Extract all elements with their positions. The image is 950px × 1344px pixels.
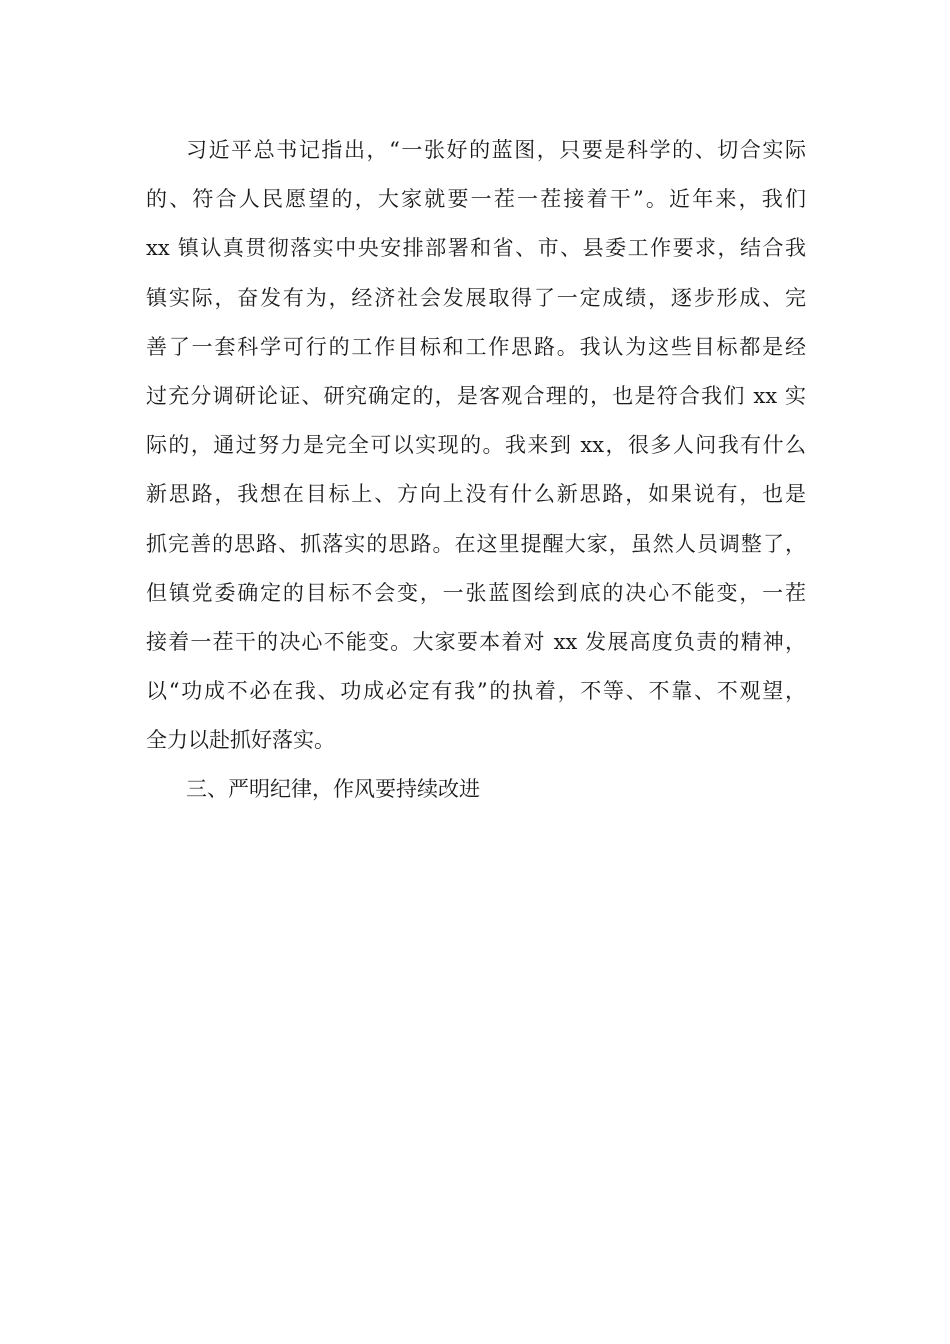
paragraph-line: 全力以赴抓好落实。 [146,728,335,753]
paragraph-line: 习近平总书记指出，“一张好的蓝图，只要是科学的、切合实际 [186,138,806,162]
paragraph-line: xx 镇认真贯彻落实中央安排部署和省、市、县委工作要求，结合我 [146,236,806,261]
paragraph-line: 善了一套科学可行的工作目标和工作思路。我认为这些目标都是经 [146,334,806,359]
body-paragraph [146,126,806,765]
section-heading: 三、严明纪律，作风要持续改进 [186,777,480,802]
paragraph-line: 新思路，我想在目标上、方向上没有什么新思路，如果说有，也是 [146,482,806,507]
paragraph-line: 以“功成不必在我、功成必定有我”的执着，不等、不靠、不观望， [146,679,806,704]
paragraph-line: 的、符合人民愿望的，大家就要一茬一茬接着干”。近年来，我们 [146,187,806,212]
paragraph-line: 但镇党委确定的目标不会变，一张蓝图绘到底的决心不能变，一茬 [146,580,806,605]
paragraph-line: 过充分调研论证、研究确定的，是客观合理的，也是符合我们 xx 实 [146,383,806,408]
document-body [146,126,806,815]
paragraph-line: 抓完善的思路、抓落实的思路。在这里提醒大家，虽然人员调整了， [146,531,806,556]
paragraph-line: 接着一茬干的决心不能变。大家要本着对 xx 发展高度负责的精神， [146,629,806,654]
paragraph-line: 际的，通过努力是完全可以实现的。我来到 xx，很多人问我有什么 [146,433,806,458]
paragraph-line: 镇实际，奋发有为，经济社会发展取得了一定成绩，逐步形成、完 [146,285,806,310]
